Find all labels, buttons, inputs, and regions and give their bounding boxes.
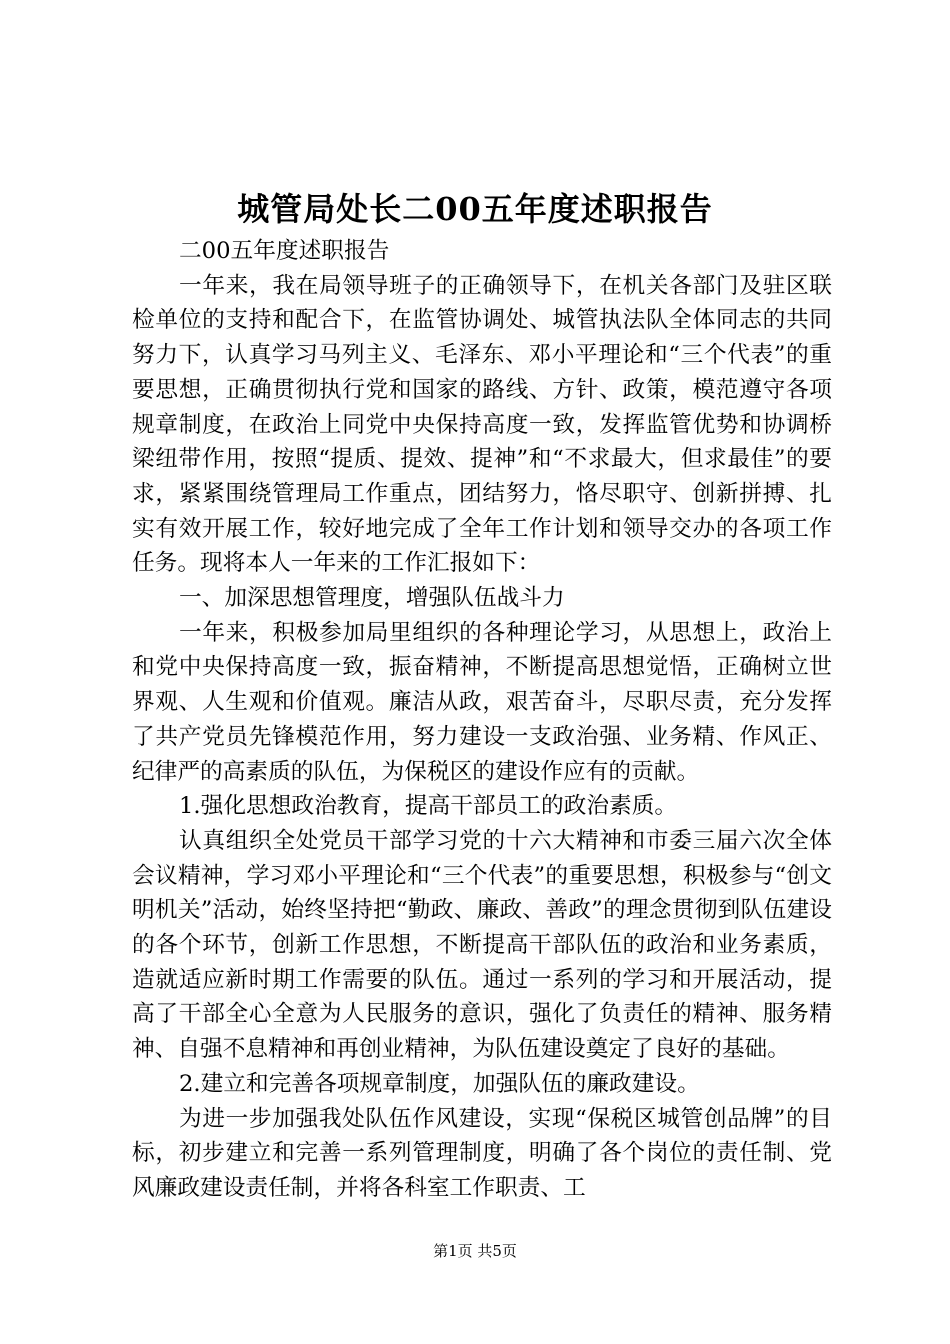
paragraph-section-1: 一年来，积极参加局里组织的各种理论学习，从思想上，政治上和党中央保持高度一致，振奋精神，不断提高思想觉悟，正确树立世界观、人生观和价值观。廉洁从政，艰苦奋斗，尽职尽责，充分发挥了共产党员先锋模范作用，努力建设一支政治强、业务精、作风正、纪律严的高素质的队伍，为保税区的建设作应有的贡献。 xyxy=(132,619,832,785)
section-heading-1: 一、加深思想管理度，增强队伍战斗力 xyxy=(179,585,565,612)
subheading-1-2: 2.建立和完善各项规章制度，加强队伍的廉政建设。 xyxy=(179,1070,700,1097)
subheading-1-1: 1.强化思想政治教育，提高干部员工的政治素质。 xyxy=(179,793,678,820)
document-body xyxy=(132,234,832,1206)
paragraph-1-1: 认真组织全处党员干部学习党的十六大精神和市委三届六次全体会议精神，学习邓小平理论和“三个代表”的重要思想，积极参与“创文明机关”活动，始终坚持把“勤政、廉政、善政”的理念贯彻到队伍建设的各个环节，创新工作思想，不断提高干部队伍的政治和业务素质，造就适应新时期工作需要的队伍。通过一系列的学习和开展活动，提高了干部全心全意为人民服务的意识，强化了负责任的精神、服务精神、自强不息精神和再创业精神，为队伍建设奠定了良好的基础。 xyxy=(132,827,832,1063)
paragraph-subtitle: 二00五年度述职报告 xyxy=(179,238,390,264)
paragraph-intro: 一年来，我在局领导班子的正确领导下，在机关各部门及驻区联检单位的支持和配合下，在监管协调处、城管执法队全体同志的共同努力下，认真学习马列主义、毛泽东、邓小平理论和“三个代表”的重要思想，正确贯彻执行党和国家的路线、方针、政策，模范遵守各项规章制度，在政治上同党中央保持高度一致，发挥监管优势和协调桥梁纽带作用，按照“提质、提效、提神”和“不求最大，但求最佳”的要求，紧紧围绕管理局工作重点，团结努力，恪尽职守、创新拼搏、扎实有效开展工作，较好地完成了全年工作计划和领导交办的各项工作任务。现将本人一年来的工作汇报如下： xyxy=(132,272,832,577)
page-title: 城管局处长二00五年度述职报告 xyxy=(237,190,713,228)
paragraph-1-2: 为进一步加强我处队伍作风建设，实现“保税区城管创品牌”的目标，初步建立和完善一系列管理制度，明确了各个岗位的责任制、党风廉政建设责任制，并将各科室工作职责、工 xyxy=(132,1105,832,1201)
page-footer: 第1页 共5页 xyxy=(433,1242,517,1260)
